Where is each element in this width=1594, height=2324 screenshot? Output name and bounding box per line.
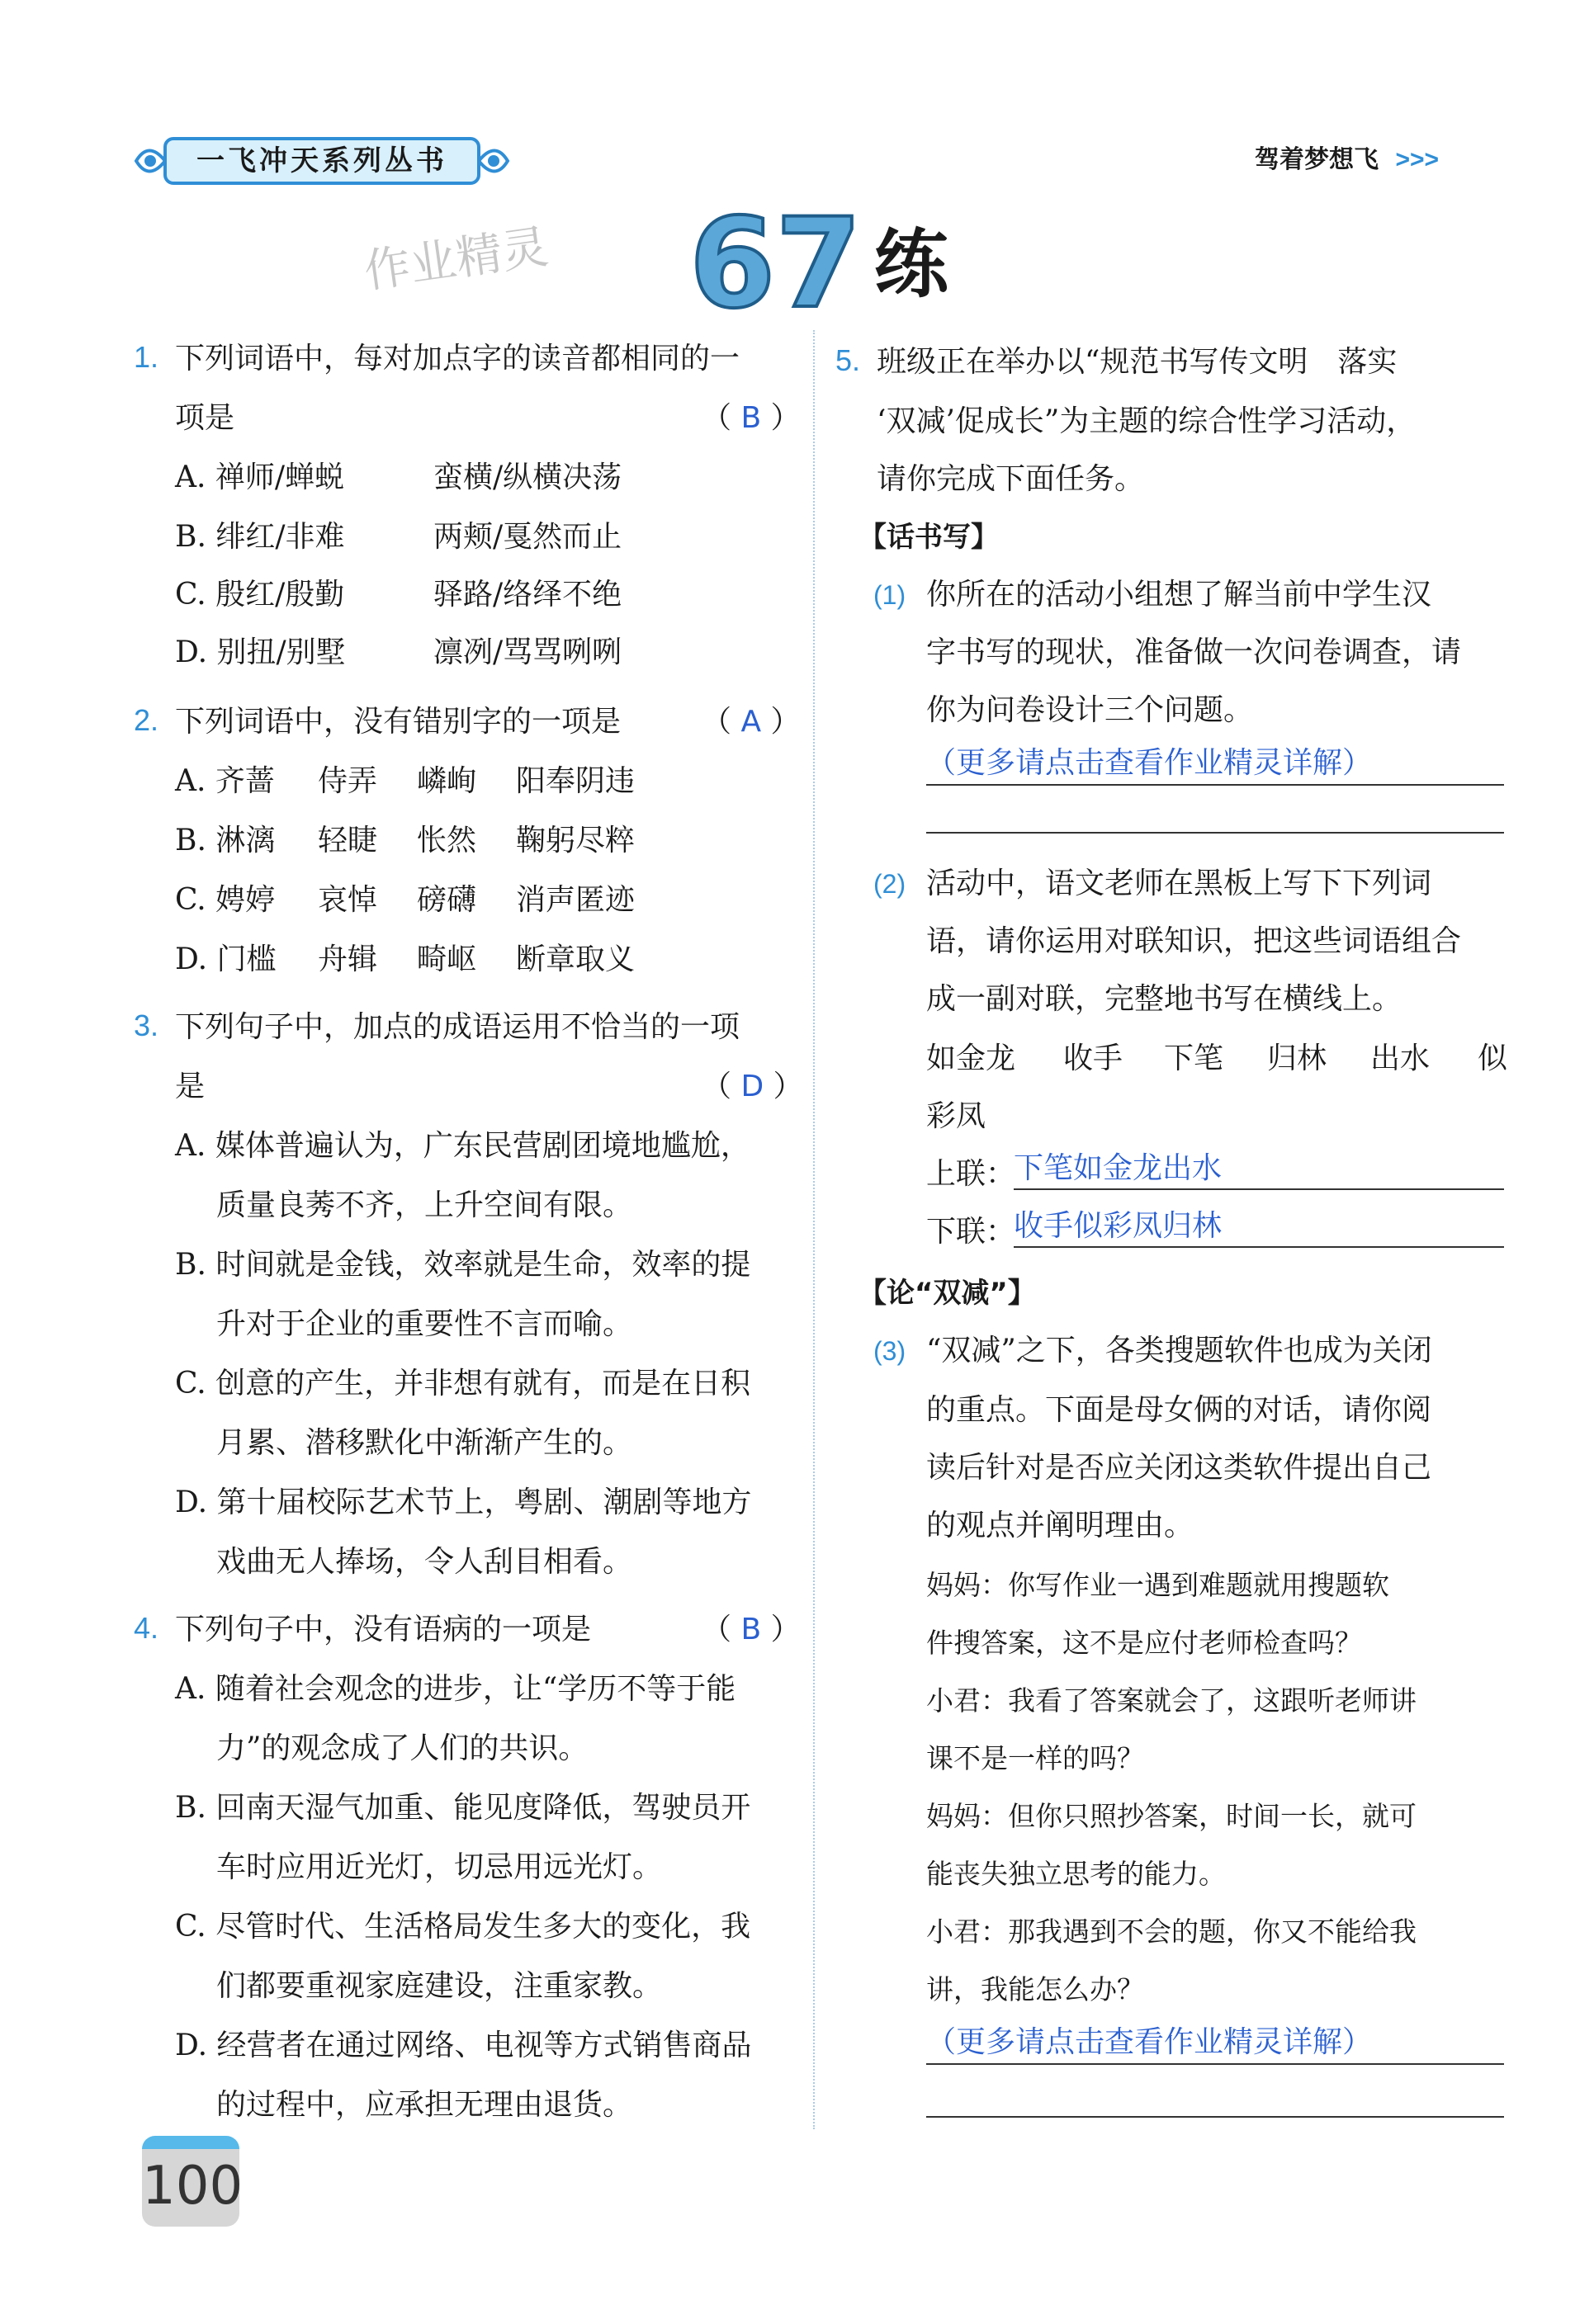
q5-sub1-line3: 你为问卷设计三个问题。 [926, 693, 1254, 727]
q5-upper-line [1014, 1149, 1504, 1190]
q5-section-writing: 【话书写】 [858, 521, 999, 554]
q3-line-b2: 升对于企业的重要性不言而喻。 [216, 1307, 633, 1341]
q5-sub2-line2: 语，请你运用对联知识，把这些词语组合 [926, 924, 1462, 958]
q1-stem-line1: 下列词语中，每对加点字的读音都相同的一 [175, 342, 740, 376]
column-divider [813, 330, 815, 2129]
q1-option-d-right: 凛冽/骂骂咧咧 [433, 635, 622, 669]
q2-answer-box: （ A ） [702, 705, 801, 739]
dialog-line-1: 妈妈：你写作业一遇到难题就用搜题软 [926, 1569, 1389, 1601]
q5-sub2-number: (2) [873, 869, 906, 899]
q5-word-3: 下笔 [1164, 1042, 1224, 1075]
q4-line-a1: A. 随着社会观念的进步，让“学历不等于能 [175, 1672, 736, 1706]
q2-option-d-1: D. 门槛 [175, 942, 277, 976]
q1-number: 1. [134, 340, 159, 374]
q5-upper-label: 上联： [926, 1157, 1016, 1191]
q5-sub2-line1: 活动中，语文老师在黑板上写下下列词 [926, 867, 1432, 900]
q5-sub1-answer-line1 [926, 743, 1504, 786]
q1-stem-line2: 项是 [175, 401, 235, 435]
q2-option-d-2: 舟辑 [318, 942, 378, 976]
q5-word-1: 如金龙 [926, 1042, 1016, 1075]
q2-option-a-2: 侍弄 [318, 764, 378, 798]
page-number: 100 [142, 2156, 244, 2217]
q5-sub3-line2: 的重点。下面是母女俩的对话，请你阅 [926, 1393, 1432, 1427]
q5-sub1-line2: 字书写的现状，准备做一次问卷调查，请 [926, 635, 1462, 669]
q2-option-b-3: 怅然 [417, 824, 477, 857]
q5-lower-label: 下联： [926, 1215, 1016, 1249]
q5-word-2: 收手 [1063, 1042, 1123, 1075]
q4-line-c2: 们都要重视家庭建设，注重家教。 [216, 1969, 663, 2003]
q3-line-c1: C. 创意的产生，并非想有就有，而是在日积 [175, 1367, 751, 1401]
q1-answer: B [740, 401, 762, 435]
q4-line-a2: 力”的观念成了人们的共识。 [216, 1731, 589, 1765]
dialog-line-3: 小君：我看了答案就会了，这跟听老师讲 [926, 1684, 1417, 1717]
dialog-line-5: 妈妈：但你只照抄答案，时间一长，就可 [926, 1800, 1417, 1832]
q5-intro-2: ‘双减’促成长”为主题的综合性学习活动， [877, 404, 1417, 438]
q3-line-a2: 质量良莠不齐，上升空间有限。 [216, 1188, 633, 1222]
q4-line-d2: 的过程中，应承担无理由退货。 [216, 2088, 633, 2122]
q5-section-double-reduction: 【论“双减”】 [858, 1277, 1036, 1310]
q3-line-d1: D. 第十届校际艺术节上，粤剧、潮剧等地方 [175, 1486, 752, 1519]
dialog-line-2: 件搜答案，这不是应付老师检查吗？ [926, 1627, 1362, 1659]
q2-stem: 下列词语中，没有错别字的一项是 [175, 705, 622, 739]
q1-option-c-left: C. 殷红/殷勤 [175, 578, 345, 612]
q5-lower-line [1014, 1207, 1504, 1248]
q5-word-7: 彩凤 [926, 1099, 986, 1133]
q5-sub3-number: (3) [873, 1336, 906, 1366]
q3-number: 3. [134, 1008, 159, 1042]
q3-line-b1: B. 时间就是金钱，效率就是生命，效率的提 [175, 1248, 751, 1282]
q3-answer: D [740, 1070, 764, 1103]
dialog-line-7: 小君：那我遇到不会的题，你又不能给我 [926, 1915, 1417, 1948]
q1-option-d-left: D. 别扭/别墅 [175, 635, 346, 669]
q5-sub3-link[interactable]: （更多请点击查看作业精灵详解） [926, 2025, 1373, 2059]
q1-option-b-right: 两颊/戛然而止 [433, 520, 622, 554]
q4-line-b1: B. 回南天湿气加重、能见度降低，驾驶员开 [175, 1791, 751, 1825]
q5-lower-answer: 收手似彩凤归林 [1014, 1209, 1223, 1243]
q1-option-a-right: 蛮横/纵横决荡 [433, 461, 622, 494]
q3-answer-box: （ D ） [702, 1070, 803, 1103]
q3-line-c2: 月累、潜移默化中渐渐产生的。 [216, 1426, 633, 1460]
q2-option-b-4: 鞠躬尽粹 [516, 824, 636, 857]
q4-answer-box: （ B ） [702, 1613, 801, 1646]
q4-line-d1: D. 经营者在通过网络、电视等方式销售商品 [175, 2029, 752, 2062]
q2-option-c-1: C. 娉婷 [175, 883, 276, 917]
q5-sub3-answer-line2 [926, 2083, 1504, 2118]
q2-option-b-2: 轻睫 [318, 824, 378, 857]
q4-answer: B [740, 1613, 762, 1646]
q5-upper-answer: 下笔如金龙出水 [1014, 1151, 1223, 1185]
q5-word-4: 归林 [1267, 1042, 1327, 1075]
q5-sub3-line4: 的观点并阐明理由。 [926, 1509, 1194, 1542]
q5-sub1-number: (1) [873, 580, 906, 610]
q2-option-c-3: 磅礴 [417, 883, 477, 917]
watermark: 作业精灵 [361, 220, 552, 300]
q2-option-c-2: 哀悼 [318, 883, 378, 917]
q2-number: 2. [134, 703, 159, 737]
q2-option-c-4: 消声匿迹 [516, 883, 636, 917]
lesson-title [689, 192, 948, 336]
q2-option-a-1: A. 齐蔷 [175, 764, 275, 798]
lesson-suffix: 练 [873, 221, 948, 308]
q5-sub3-line1: “双减”之下，各类搜题软件也成为关闭 [926, 1334, 1432, 1367]
lesson-number: 67 [689, 192, 862, 336]
q4-line-c1: C. 尽管时代、生活格局发生多大的变化，我 [175, 1910, 751, 1944]
series-banner [132, 124, 512, 198]
slogan-arrows-icon: >>> [1395, 146, 1440, 173]
q1-option-c-right: 驿路/络绎不绝 [433, 578, 622, 612]
q5-intro-1: 班级正在举办以“规范书写传文明 落实 [877, 345, 1398, 379]
q5-number: 5. [835, 343, 861, 377]
dialog-line-8: 讲，我能怎么办？ [926, 1973, 1144, 2005]
q3-stem-line2: 是 [175, 1070, 206, 1103]
q5-word-6: 似 [1478, 1042, 1508, 1075]
dialog-line-6: 能丧失独立思考的能力。 [926, 1858, 1226, 1890]
q2-option-d-3: 畸岖 [417, 942, 477, 976]
q5-word-5: 出水 [1370, 1042, 1431, 1075]
q4-line-b2: 车时应用近光灯，切忌用远光灯。 [216, 1850, 663, 1884]
dialog-line-4: 课不是一样的吗？ [926, 1742, 1144, 1774]
q2-option-b-1: B. 淋漓 [175, 824, 276, 857]
q5-sub1-answer-line2 [926, 799, 1504, 834]
q3-line-a1: A. 媒体普遍认为，广东民营剧团境地尴尬， [175, 1129, 750, 1163]
slogan-text: 驾着梦想飞 [1255, 145, 1379, 174]
q2-option-a-3: 嶙峋 [417, 764, 477, 798]
q5-sub3-answer-line1 [926, 2022, 1504, 2065]
q3-stem-line1: 下列句子中，加点的成语运用不恰当的一项 [175, 1010, 740, 1044]
q2-answer: A [740, 705, 762, 739]
q2-option-a-4: 阳奉阴违 [516, 764, 636, 798]
q1-answer-box: （ B ） [702, 401, 801, 435]
slogan [1255, 139, 1439, 175]
q5-sub2-line3: 成一副对联，完整地书写在横线上。 [926, 982, 1402, 1016]
q1-option-a-left: A. 禅师/蝉蜕 [175, 461, 345, 494]
q5-sub1-line1: 你所在的活动小组想了解当前中学生汉 [926, 578, 1432, 612]
q3-line-d2: 戏曲无人捧场，令人刮目相看。 [216, 1545, 633, 1579]
q5-sub1-link[interactable]: （更多请点击查看作业精灵详解） [926, 746, 1373, 780]
series-label: 一飞冲天系列丛书 [196, 144, 447, 177]
q2-option-d-4: 断章取义 [516, 942, 636, 976]
q4-stem: 下列句子中，没有语病的一项是 [175, 1613, 592, 1646]
q1-option-b-left: B. 绯红/非难 [175, 520, 345, 554]
q4-number: 4. [134, 1611, 159, 1645]
q5-intro-3: 请你完成下面任务。 [877, 462, 1145, 496]
q5-sub3-line3: 读后针对是否应关闭这类软件提出自己 [926, 1451, 1432, 1485]
